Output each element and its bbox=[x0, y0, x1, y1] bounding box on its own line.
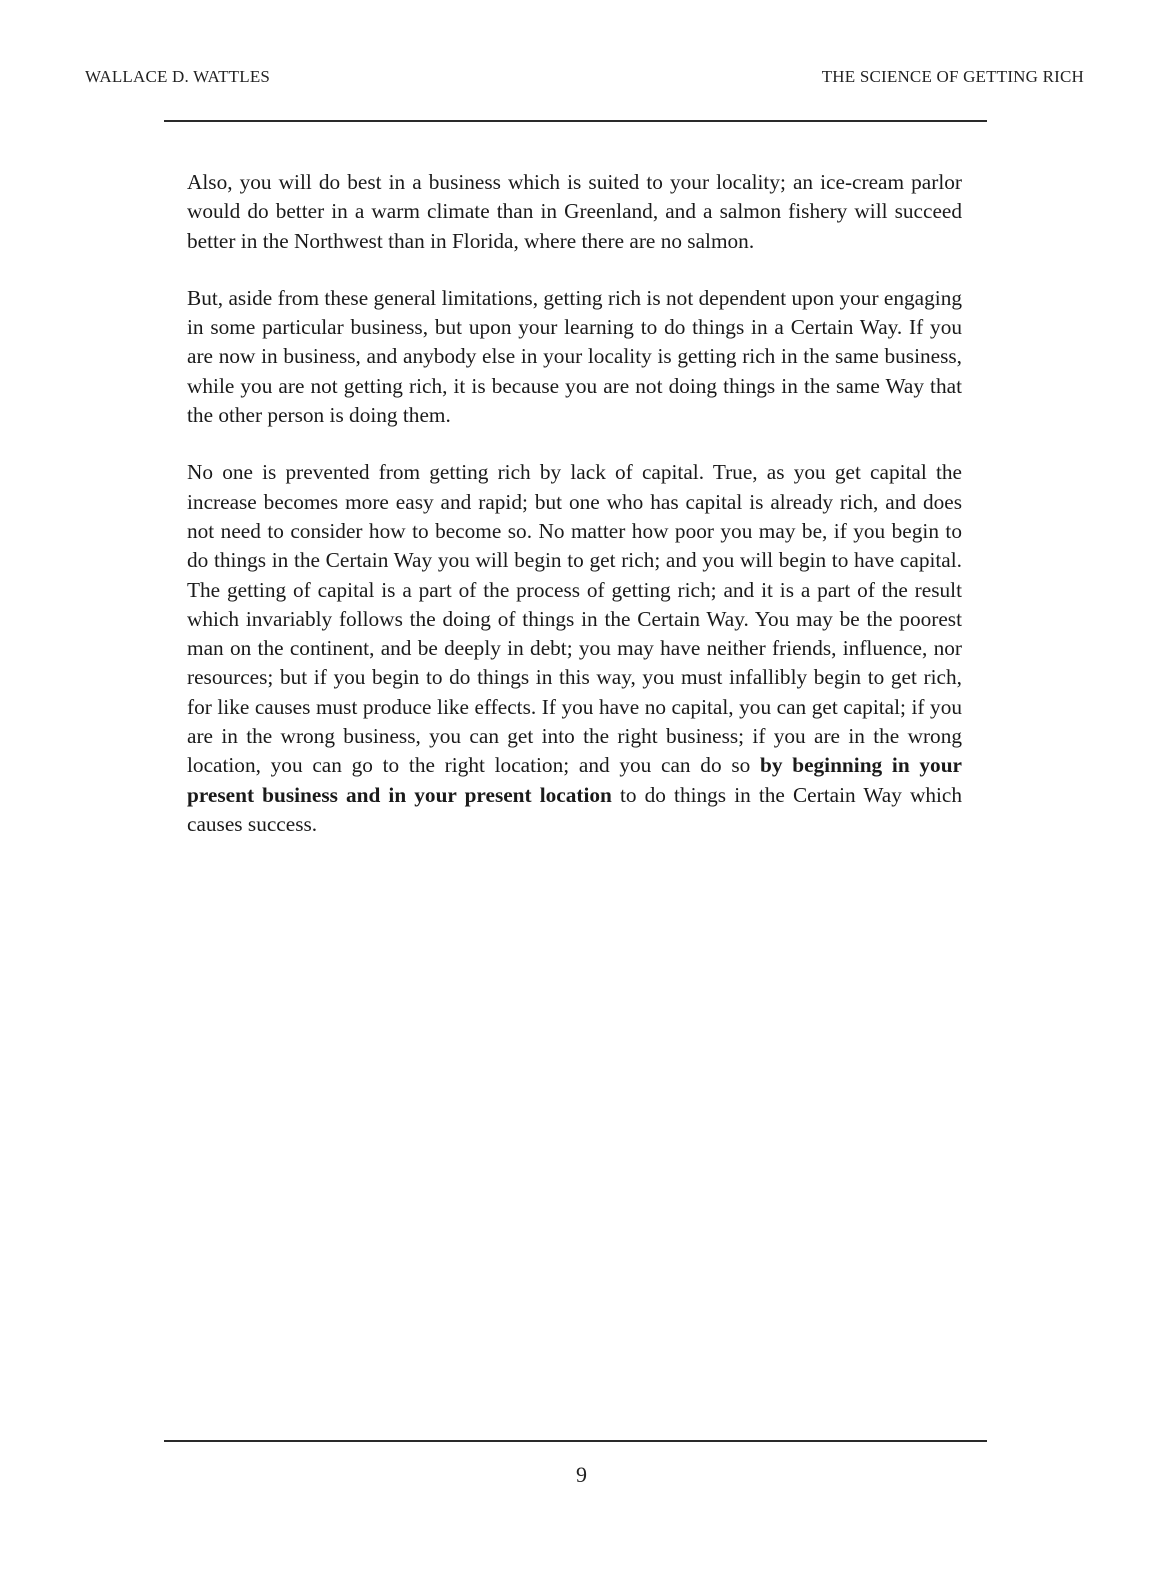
page-number: 9 bbox=[576, 1462, 587, 1487]
header-rule bbox=[164, 120, 987, 122]
paragraph-certain-way: But, aside from these general limitations, getting rich is not dependent upon your engaging in some particular business, but upon your learning to do things in a Certain Way. If you are now in business, and anybody else in your locality is getting rich in the same business, while you are not getting rich, it is because you are not doing things in the same Way that the other person is doing them. bbox=[187, 285, 962, 428]
paragraph-capital-ending: to do things in the Certain Way which causes success. bbox=[187, 782, 962, 836]
running-head-author: WALLACE D. WATTLES bbox=[85, 67, 271, 86]
paragraph-capital bbox=[187, 458, 962, 839]
page-body bbox=[187, 168, 962, 867]
paragraph-locality: Also, you will do best in a business which is suited to your locality; an ice-cream parlor would do better in a warm climate than in Greenland, and a salmon fishery will succeed better in the Northwest than in Florida, where there are no salmon. bbox=[187, 170, 962, 253]
footer-rule bbox=[164, 1440, 987, 1442]
running-head-title: THE SCIENCE OF GETTING RICH bbox=[821, 67, 1084, 86]
paragraph-capital-emphasis: by beginning in your present business and in your present location bbox=[187, 753, 962, 807]
paragraph-capital-text: No one is prevented from getting rich by lack of capital. True, as you get capital the increase becomes more easy and rapid; but one who has capital is already rich, and does not need to consider how to become so. No matter how poor you may be, if you begin to do things in the Certain Way you will begin to get rich; and you will begin to have capital. The getting of capital is a part of the process of getting rich; and it is a part of the result which invariably follows the doing of things in the Certain Way. You may be the poorest man on the continent, and be deeply in debt; you may have neither friends, influence, nor resources; but if you begin to do things in this way, you must infallibly begin to get rich, for like causes must produce like effects. If you have no capital, you can get capital; if you are in the wrong business, you can get into the right business; if you are in the wrong location, you can go to the right location; and you can do so bbox=[187, 460, 962, 778]
